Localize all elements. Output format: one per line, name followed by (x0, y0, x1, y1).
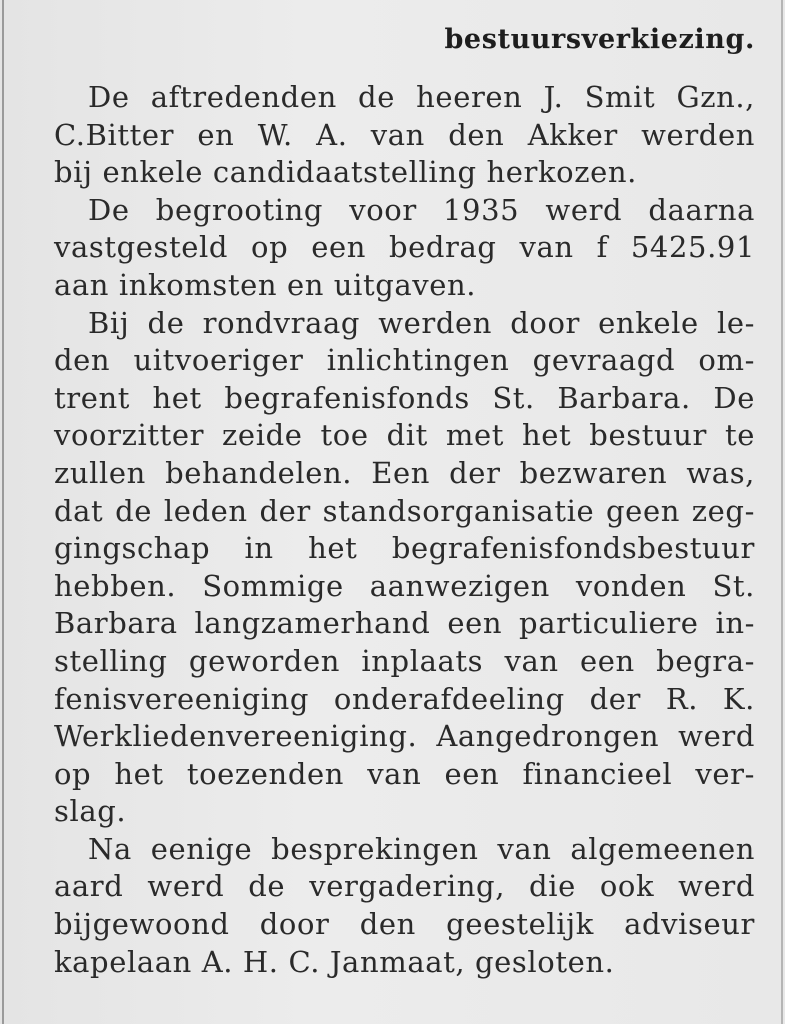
article-column (20, 18, 755, 981)
text-line: hebben. Sommige aanwezigen vonden St. (54, 568, 755, 603)
text-line: Barbara langzamerhand een particuliere in- (54, 606, 755, 641)
text-line: voorzitter zeide toe dit met het bestuur te (54, 418, 755, 453)
text-line: op het toezenden van een financieel ver- (54, 756, 755, 791)
text-line: Bij de rondvraag werden door enkele le- (88, 305, 755, 340)
text-line: Na eenige besprekingen van algemeenen (88, 831, 755, 866)
column-left-rule (2, 0, 4, 1024)
text-line: stelling geworden inplaats van een begra- (54, 643, 755, 678)
text-line: fenisvereeniging onderafdeeling der R. K. (54, 681, 755, 716)
article-heading: bestuursverkiezing. (444, 24, 755, 55)
text-line: aard werd de vergadering, die ook werd (54, 869, 755, 904)
text-line: Werkliedenvereeniging. Aangedrongen werd (54, 719, 755, 754)
paragraph-closing (20, 831, 755, 981)
text-line: De begrooting voor 1935 werd daarna (88, 192, 755, 227)
paragraph-budget (20, 192, 755, 305)
paragraph-board-election (20, 79, 755, 192)
text-line: kapelaan A. H. C. Janmaat, gesloten. (54, 944, 615, 979)
text-line: aan inkomsten en uitgaven. (54, 267, 477, 302)
text-line: gingschap in het begrafenisfondsbestuur (54, 531, 755, 566)
paragraph-questions (20, 305, 755, 831)
text-line: vastgesteld op een bedrag van f 5425.91 (54, 230, 755, 265)
text-line: bij enkele candidaatstelling herkozen. (54, 155, 637, 190)
text-line: zullen behandelen. Een der bezwaren was, (54, 455, 755, 490)
text-line: slag. (54, 794, 127, 829)
text-line: bijgewoond door den geestelijk adviseur (54, 907, 755, 942)
text-line: dat de leden der standsorganisatie geen zeg- (54, 493, 755, 528)
text-line: den uitvoeriger inlichtingen gevraagd om- (54, 343, 755, 378)
text-line: C.Bitter en W. A. van den Akker werden (54, 117, 755, 152)
text-line: De aftredenden de heeren J. Smit Gzn., (88, 80, 755, 114)
column-right-rule (781, 0, 783, 1024)
text-line: trent het begrafenisfonds St. Barbara. De (54, 380, 755, 415)
